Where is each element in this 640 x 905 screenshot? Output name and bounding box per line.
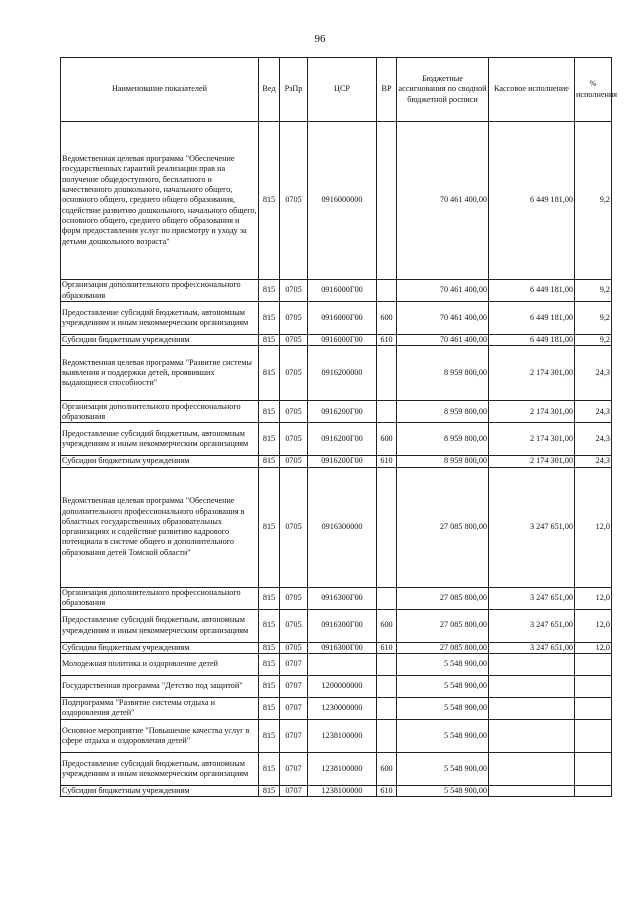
cell-budget: 70 461 400,00 [397, 122, 489, 280]
table-row [61, 401, 612, 423]
cell-vr [377, 467, 397, 587]
cell-pct: 12,0 [575, 609, 612, 642]
cell-vr [377, 697, 397, 719]
cell-vr [377, 653, 397, 675]
cell-name: Субсидии бюджетным учреждениям [61, 335, 259, 346]
header-pct: % исполнения [575, 58, 612, 122]
cell-ved: 815 [259, 423, 280, 456]
cell-ved: 815 [259, 280, 280, 302]
table-row [61, 587, 612, 609]
cell-csr: 0916300Г00 [308, 587, 377, 609]
cell-kass [489, 653, 575, 675]
table-row [61, 346, 612, 401]
cell-pct [575, 719, 612, 752]
cell-budget: 8 959 800,00 [397, 346, 489, 401]
cell-rzpr: 0707 [280, 697, 308, 719]
cell-rzpr: 0705 [280, 335, 308, 346]
cell-name: Молодежная политика и оздоровление детей [61, 653, 259, 675]
cell-pct: 24,3 [575, 401, 612, 423]
cell-csr: 1230000000 [308, 697, 377, 719]
page-number: 96 [314, 33, 326, 45]
cell-ved: 815 [259, 346, 280, 401]
header-rzpr: РзПр [280, 58, 308, 122]
cell-ved: 815 [259, 456, 280, 467]
table-row [61, 642, 612, 653]
cell-kass: 3 247 651,00 [489, 642, 575, 653]
cell-kass: 6 449 181,00 [489, 302, 575, 335]
cell-rzpr: 0705 [280, 401, 308, 423]
cell-vr [377, 587, 397, 609]
table-row [61, 675, 612, 697]
cell-ved: 815 [259, 609, 280, 642]
cell-csr: 1200000000 [308, 675, 377, 697]
table-row [61, 609, 612, 642]
cell-csr: 0916300Г00 [308, 609, 377, 642]
cell-rzpr: 0705 [280, 467, 308, 587]
cell-kass: 2 174 301,00 [489, 423, 575, 456]
table-row [61, 467, 612, 587]
header-csr: ЦСР [308, 58, 377, 122]
cell-vr [377, 401, 397, 423]
cell-ved: 815 [259, 467, 280, 587]
table-row [61, 302, 612, 335]
cell-pct: 24,3 [575, 456, 612, 467]
cell-vr [377, 280, 397, 302]
cell-csr: 1238100000 [308, 719, 377, 752]
cell-budget: 27 085 800,00 [397, 587, 489, 609]
cell-ved: 815 [259, 719, 280, 752]
cell-kass [489, 697, 575, 719]
cell-budget: 27 085 800,00 [397, 467, 489, 587]
cell-csr: 0916000Г00 [308, 335, 377, 346]
table-row [61, 653, 612, 675]
cell-name: Государственная программа "Детство под защитой" [61, 675, 259, 697]
table-row [61, 122, 612, 280]
cell-pct: 12,0 [575, 642, 612, 653]
cell-kass [489, 719, 575, 752]
cell-kass: 6 449 181,00 [489, 335, 575, 346]
cell-name: Организация дополнительного профессионального образования [61, 401, 259, 423]
cell-pct: 9,2 [575, 302, 612, 335]
cell-kass [489, 675, 575, 697]
cell-rzpr: 0705 [280, 642, 308, 653]
cell-csr: 0916200Г00 [308, 423, 377, 456]
cell-budget: 5 548 900,00 [397, 653, 489, 675]
cell-kass: 2 174 301,00 [489, 456, 575, 467]
cell-name: Основное мероприятие "Повышение качества услуг в сфере отдыха и оздоровления детей" [61, 719, 259, 752]
cell-ved: 815 [259, 122, 280, 280]
table-header-row [61, 58, 612, 122]
header-vr: ВР [377, 58, 397, 122]
cell-ved: 815 [259, 302, 280, 335]
cell-pct: 24,3 [575, 423, 612, 456]
table-row [61, 719, 612, 752]
cell-vr: 600 [377, 609, 397, 642]
cell-csr: 0916300Г00 [308, 642, 377, 653]
cell-ved: 815 [259, 697, 280, 719]
cell-csr: 0916000Г00 [308, 302, 377, 335]
cell-rzpr: 0705 [280, 456, 308, 467]
cell-name: Организация дополнительного профессионального образования [61, 587, 259, 609]
cell-rzpr: 0705 [280, 587, 308, 609]
cell-ved: 815 [259, 752, 280, 785]
cell-ved: 815 [259, 401, 280, 423]
cell-csr [308, 653, 377, 675]
cell-name: Субсидии бюджетным учреждениям [61, 642, 259, 653]
table-row [61, 423, 612, 456]
cell-name: Предоставление субсидий бюджетным, автономным учреждениям и иным некоммерческим организациям [61, 423, 259, 456]
cell-csr: 0916300000 [308, 467, 377, 587]
table-row [61, 785, 612, 796]
cell-budget: 5 548 900,00 [397, 752, 489, 785]
cell-name: Ведомственная целевая программа "Обеспечение государственных гарантий реализации прав на получение общедоступного, бесплатного и качественного дошкольного, начального общего, основного общего, среднего общего образования, содействие развитию дошкольного, начального общего, основного общего, среднего общего образования и форм предоставления услуг по присмотру и уходу за детьми дошкольного возраста" [61, 122, 259, 280]
cell-name: Предоставление субсидий бюджетным, автономным учреждениям и иным некоммерческим организациям [61, 609, 259, 642]
cell-budget: 70 461 400,00 [397, 302, 489, 335]
cell-csr: 1238100000 [308, 785, 377, 796]
cell-vr: 600 [377, 752, 397, 785]
cell-kass [489, 752, 575, 785]
cell-pct: 24,3 [575, 346, 612, 401]
cell-rzpr: 0705 [280, 423, 308, 456]
cell-vr [377, 122, 397, 280]
cell-name: Подпрограмма "Развитие системы отдыха и оздоровления детей" [61, 697, 259, 719]
header-kass: Кассовое исполнение [489, 58, 575, 122]
cell-budget: 5 548 900,00 [397, 675, 489, 697]
cell-budget: 8 959 800,00 [397, 401, 489, 423]
cell-csr: 0916200Г00 [308, 456, 377, 467]
cell-vr: 600 [377, 302, 397, 335]
cell-kass: 6 449 181,00 [489, 280, 575, 302]
table-row [61, 280, 612, 302]
cell-csr: 0916200Г00 [308, 401, 377, 423]
table-row [61, 456, 612, 467]
cell-ved: 815 [259, 335, 280, 346]
cell-rzpr: 0707 [280, 752, 308, 785]
cell-rzpr: 0707 [280, 719, 308, 752]
cell-ved: 815 [259, 642, 280, 653]
cell-kass: 3 247 651,00 [489, 587, 575, 609]
cell-name: Ведомственная целевая программа "Развитие системы выявления и поддержки детей, проявивших выдающиеся способности" [61, 346, 259, 401]
cell-pct [575, 785, 612, 796]
cell-rzpr: 0705 [280, 302, 308, 335]
cell-kass: 2 174 301,00 [489, 401, 575, 423]
cell-vr [377, 346, 397, 401]
cell-vr: 610 [377, 785, 397, 796]
cell-budget: 70 461 400,00 [397, 280, 489, 302]
cell-ved: 815 [259, 587, 280, 609]
cell-csr: 0916000Г00 [308, 280, 377, 302]
cell-budget: 8 959 800,00 [397, 423, 489, 456]
header-ved: Вед [259, 58, 280, 122]
header-name: Наименование показателей [61, 58, 259, 122]
cell-budget: 5 548 900,00 [397, 785, 489, 796]
cell-vr [377, 719, 397, 752]
cell-rzpr: 0705 [280, 346, 308, 401]
cell-ved: 815 [259, 785, 280, 796]
cell-budget: 5 548 900,00 [397, 719, 489, 752]
budget-execution-table [60, 57, 618, 797]
cell-csr: 1238100000 [308, 752, 377, 785]
cell-rzpr: 0705 [280, 280, 308, 302]
cell-pct: 12,0 [575, 587, 612, 609]
cell-kass [489, 785, 575, 796]
cell-rzpr: 0707 [280, 675, 308, 697]
cell-name: Предоставление субсидий бюджетным, автономным учреждениям и иным некоммерческим организациям [61, 752, 259, 785]
cell-pct: 9,2 [575, 122, 612, 280]
cell-budget: 70 461 400,00 [397, 335, 489, 346]
cell-rzpr: 0707 [280, 653, 308, 675]
cell-budget: 27 085 800,00 [397, 609, 489, 642]
cell-pct: 9,2 [575, 335, 612, 346]
cell-rzpr: 0707 [280, 785, 308, 796]
cell-rzpr: 0705 [280, 609, 308, 642]
cell-vr: 610 [377, 642, 397, 653]
cell-kass: 2 174 301,00 [489, 346, 575, 401]
cell-name: Предоставление субсидий бюджетным, автономным учреждениям и иным некоммерческим организациям [61, 302, 259, 335]
cell-budget: 27 085 800,00 [397, 642, 489, 653]
cell-pct [575, 697, 612, 719]
table-row [61, 335, 612, 346]
cell-budget: 5 548 900,00 [397, 697, 489, 719]
cell-pct [575, 752, 612, 785]
cell-csr: 0916000000 [308, 122, 377, 280]
cell-budget: 8 959 800,00 [397, 456, 489, 467]
cell-pct [575, 653, 612, 675]
table-row [61, 752, 612, 785]
cell-name: Субсидии бюджетным учреждениям [61, 456, 259, 467]
cell-vr: 610 [377, 456, 397, 467]
cell-vr [377, 675, 397, 697]
cell-pct: 9,2 [575, 280, 612, 302]
cell-ved: 815 [259, 675, 280, 697]
cell-name: Ведомственная целевая программа "Обеспечение дополнительного профессионального образования в областных государственных образовательных организациях и содействие развитию кадрового потенциала в системе общего и дополнительного образования детей Томской области" [61, 467, 259, 587]
cell-rzpr: 0705 [280, 122, 308, 280]
header-budget: Бюджетные ассигнования по сводной бюджетной росписи [397, 58, 489, 122]
cell-vr: 610 [377, 335, 397, 346]
cell-ved: 815 [259, 653, 280, 675]
cell-pct [575, 675, 612, 697]
cell-name: Субсидии бюджетным учреждениям [61, 785, 259, 796]
table-body [61, 122, 612, 797]
cell-name: Организация дополнительного профессионального образования [61, 280, 259, 302]
cell-kass: 3 247 651,00 [489, 609, 575, 642]
cell-pct: 12,0 [575, 467, 612, 587]
cell-csr: 0916200000 [308, 346, 377, 401]
cell-vr: 600 [377, 423, 397, 456]
cell-kass: 3 247 651,00 [489, 467, 575, 587]
table-row [61, 697, 612, 719]
cell-kass: 6 449 181,00 [489, 122, 575, 280]
